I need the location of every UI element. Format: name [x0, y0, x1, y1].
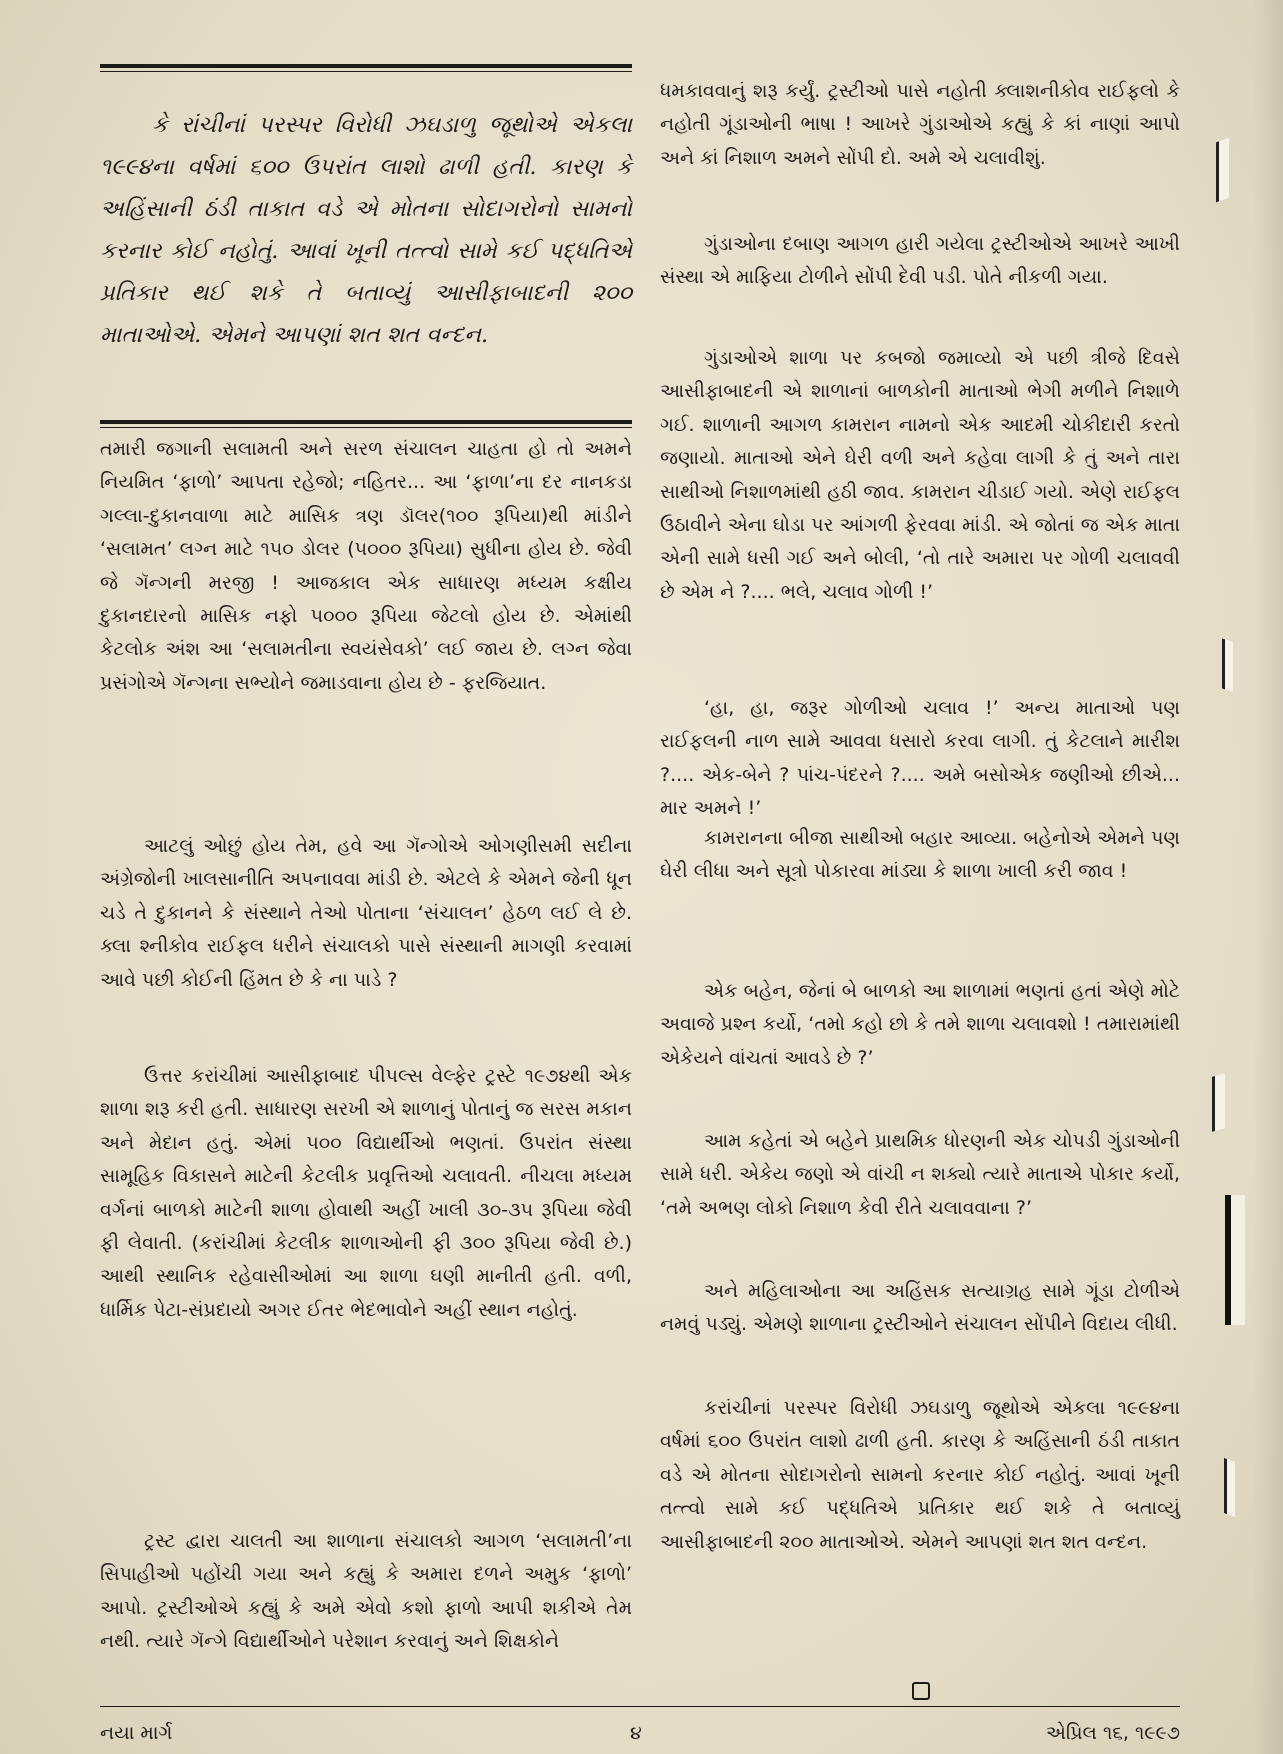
- right-paragraph-9: કરાંચીનાં પરસ્પર વિરોધી ઝઘડાળુ જૂથોએ એકલા ૧૯૯૪ના વર્ષમાં ૬૦૦ ઉપરાંત લાશો ઢાળી હતી. કારણ કે અહિંસાની ઠંડી તાકાત વડે એ મોતના સોદાગરોનો સામનો કરનાર કોઈ નહોતું. આવાં ખૂની તત્ત્વો સામે કઈ પદ્ધતિએ પ્રતિકાર થઈ શકે તે બતાવ્યું આસીફાબાદની ૨૦૦ માતાઓએ. એમને આપણાં શત શત વન્દન.: [660, 1397, 1180, 1553]
- binding-tear-mark: [1216, 138, 1229, 203]
- pull-quote-bottom-rule: [100, 420, 632, 428]
- pull-quote: [100, 104, 632, 356]
- page-edge-shadow: [1253, 0, 1283, 1754]
- page-footer: [100, 1714, 1180, 1748]
- page-number: ૪: [630, 1722, 642, 1744]
- left-column: [100, 0, 632, 1700]
- left-paragraph-2: આટલું ઓછું હોય તેમ, હવે આ ગૅન્ગોએ ઓગણીસમી સદીના અંગ્રેજોની ખાલસાનીતિ અપનાવવા માંડી છે. એટલે કે એમને જેની ધૂન ચડે તે દુકાનને કે સંસ્થાને તેઓ પોતાના ‘સંચાલન’ હેઠળ લઈ લે છે. ક્લા શ્નીકોવ રાઈફલ ધરીને સંચાલકો પાસે સંસ્થાની માગણી કરવામાં આવે પછી કોઈની હિંમત છે કે ના પાડે ?: [100, 835, 632, 991]
- end-of-article-square-icon: [912, 1682, 930, 1700]
- publication-name: નયા માર્ગ: [100, 1722, 173, 1744]
- binding-tear-mark: [1224, 1458, 1235, 1517]
- binding-tear-mark: [1222, 639, 1233, 692]
- right-paragraph-2: ગુંડાઓના દબાણ આગળ હારી ગયેલા ટ્રસ્ટીઓએ આખરે આખી સંસ્થા એ માફિયા ટોળીને સોંપી દેવી પડી. પોતે નીકળી ગયા.: [660, 233, 1180, 289]
- left-paragraph-1: તમારી જગાની સલામતી અને સરળ સંચાલન ચાહતા હો તો અમને નિયમિત ‘ફાળો’ આપતા રહેજો; નહિતર... આ ‘ફાળા’ના દર નાનકડા ગલ્લા-દુકાનવાળા માટે માસિક ત્રણ ડૉલર(૧૦૦ રૂપિયા)થી માંડીને ‘સલામત’ લગ્ન માટે ૧૫૦ ડોલર (૫૦૦૦ રૂપિયા) સુધીના હોય છે. જેવી જે ગૅન્ગની મરજી ! આજકાલ એક સાધારણ મધ્યમ કક્ષીય દુકાનદારનો માસિક નફો ૫૦૦૦ રૂપિયા જેટલો હોય છે. એમાંથી કેટલોક અંશ આ ‘સલામતીના સ્વયંસેવકો’ લઈ જાય છે. લગ્ન જેવા પ્રસંગોએ ગૅન્ગના સભ્યોને જમાડવાના હોય છે - ફરજિયાત.: [100, 438, 632, 694]
- right-paragraph-6: એક બહેન, જેનાં બે બાળકો આ શાળામાં ભણતાં હતાં એણે મોટે અવાજે પ્રશ્ન કર્યો, ‘તમો કહો છો કે તમે શાળા ચલાવશો ! તમારામાંથી એકેયને વાંચતાં આવડે છે ?’: [660, 980, 1180, 1069]
- right-paragraph-4: ‘હા, હા, જરૂર ગોળીઓ ચલાવ !’ અન્ય માતાઓ પણ રાઈફલની નાળ સામે આવવા ધસારો કરવા લાગી. તું કેટલાને મારીશ ?.... એક-બેને ? પાંચ-પંદરને ?.... અમે બસોએક જણીઓ છીએ... માર અમને !’: [660, 697, 1180, 820]
- right-paragraph-7: આમ કહેતાં એ બહેને પ્રાથમિક ધોરણની એક ચોપડી ગુંડાઓની સામે ધરી. એકેય જણો એ વાંચી ન શક્યો ત્યારે માતાએ પોકાર કર્યો, ‘તમે અભણ લોકો નિશાળ કેવી રીતે ચલાવવાના ?’: [660, 1130, 1180, 1219]
- right-paragraph-1: ધમકાવવાનું શરૂ કર્યું. ટ્રસ્ટીઓ પાસે નહોતી ક્લાશનીકોવ રાઈફલો કે નહોતી ગૂંડાઓની ભાષા ! આખરે ગુંડાઓએ કહ્યું કે કાં નાણાં આપો અને કાં નિશાળ અમને સોંપી દો. અમે એ ચલાવીશું.: [660, 80, 1180, 169]
- left-paragraph-3: ઉત્તર કરાંચીમાં આસીફાબાદ પીપલ્સ વેલ્ફેર ટ્રસ્ટે ૧૯૭૪થી એક શાળા શરૂ કરી હતી. સાધારણ સરખી એ શાળાનું પોતાનું જ સરસ મકાન અને મેદાન હતું. એમાં ૫૦૦ વિદ્યાર્થીઓ ભણતાં. ઉપરાંત સંસ્થા સામૂહિક વિકાસને માટેની કેટલીક પ્રવૃત્તિઓ ચલાવતી. નીચલા મધ્યમ વર્ગનાં બાળકો માટેની શાળા હોવાથી અહીં ખાલી ૩૦-૩૫ રૂપિયા જેવી ફી લેવાતી. (કરાંચીમાં કેટલીક શાળાઓની ફી ૩૦૦ રૂપિયા જેવી છે.) આથી સ્થાનિક રહેવાસીઓમાં આ શાળા ઘણી માનીતી હતી. વળી, ધાર્મિક પેટા-સંપ્રદાયો અગર ઈતર ભેદભાવોને અહીં સ્થાન નહોતું.: [100, 1065, 632, 1321]
- left-paragraph-4: ટ્રસ્ટ દ્વારા ચાલતી આ શાળાના સંચાલકો આગળ ‘સલામતી’ના સિપાહીઓ પહોંચી ગયા અને કહ્યું કે અમારા દળને અમુક ‘ફાળો’ આપો. ટ્રસ્ટીઓએ કહ્યું કે અમે એવો કશો ફાળો આપી શકીએ તેમ નથી. ત્યારે ગૅન્ગે વિદ્યાર્થીઓને પરેશાન કરવાનું અને શિક્ષકોને: [100, 1530, 632, 1653]
- issue-date: એપ્રિલ ૧૬, ૧૯૯૭: [1045, 1722, 1180, 1744]
- pull-quote-text: કે રાંચીનાં પરસ્પર વિરોધી ઝઘડાળુ જૂથોએ એકલા ૧૯૯૪ના વર્ષમાં ૬૦૦ ઉપરાંત લાશો ઢાળી હતી. કારણ કે અહિંસાની ઠંડી તાકાત વડે એ મોતના સોદાગરોનો સામનો કરનાર કોઈ નહોતું. આવાં ખૂની તત્ત્વો સામે કઈ પદ્ધતિએ પ્રતિકાર થઈ શકે તે બતાવ્યું આસીફાબાદની ૨૦૦ માતાઓએ. એમને આપણાં શત શત વન્દન.: [100, 112, 632, 348]
- footer-rule: [100, 1706, 1180, 1707]
- binding-tear-mark: [1212, 1073, 1225, 1131]
- right-paragraph-8: અને મહિલાઓના આ અહિંસક સત્યાગ્રહ સામે ગૂંડા ટોળીએ નમવું પડ્યું. એમણે શાળાના ટ્રસ્ટીઓને સંચાલન સોંપીને વિદાય લીધી.: [660, 1280, 1180, 1336]
- pull-quote-top-rule: [100, 64, 632, 72]
- right-paragraph-5: કામરાનના બીજા સાથીઓ બહાર આવ્યા. બહેનોએ એમને પણ ઘેરી લીધા અને સૂત્રો પોકારવા માંડ્યા કે શાળા ખાલી કરી જાવ !: [660, 827, 1180, 883]
- binding-tear-mark: [1225, 1195, 1245, 1325]
- right-paragraph-3: ગુંડાઓએ શાળા પર કબજો જમાવ્યો એ પછી ત્રીજે દિવસે આસીફાબાદની એ શાળાનાં બાળકોની માતાઓ ભેગી મળીને નિશાળે ગઈ. શાળાની આગળ કામરાન નામનો એક આદમી ચોકીદારી કરતો જણાયો. માતાઓ એને ઘેરી વળી અને કહેવા લાગી કે તું અને તારા સાથીઓ નિશાળમાંથી હઠી જાવ. કામરાન ચીડાઈ ગયો. એણે રાઈફલ ઉઠાવીને એના ઘોડા પર આંગળી ફેરવવા માંડી. એ જોતાં જ એક માતા એની સામે ધસી ગઈ અને બોલી, ‘તો તારે અમારા પર ગોળી ચલાવવી છે એમ ને ?.... ભલે, ચલાવ ગોળી !’: [660, 347, 1180, 603]
- right-column: [660, 0, 1180, 1700]
